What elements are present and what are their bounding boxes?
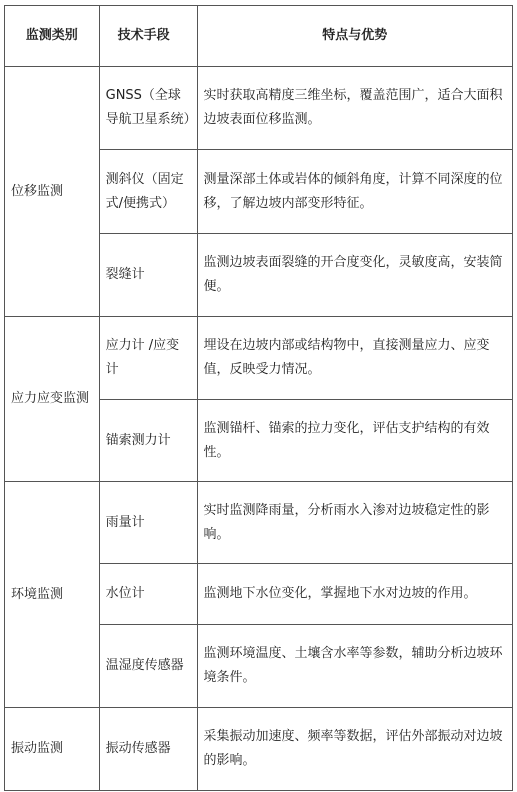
- monitoring-table: [4, 5, 513, 791]
- method-cell: 温湿度传感器: [99, 625, 197, 708]
- features-cell: 监测地下水位变化，掌握地下水对边坡的作用。: [197, 564, 512, 625]
- table-row: [5, 317, 513, 400]
- features-cell: 埋设在边坡内部或结构物中，直接测量应力、应变值，反映受力情况。: [197, 317, 512, 400]
- features-cell: 监测环境温度、土壤含水率等参数，辅助分析边坡环境条件。: [197, 625, 512, 708]
- method-cell: GNSS（全球导航卫星系统）: [99, 67, 197, 150]
- header-method: 技术手段: [99, 6, 197, 67]
- method-cell: 应力计 /应变计: [99, 317, 197, 400]
- header-row: [5, 6, 513, 67]
- features-cell: 测量深部土体或岩体的倾斜角度，计算不同深度的位移，了解边坡内部变形特征。: [197, 150, 512, 234]
- category-cell: 应力应变监测: [5, 317, 100, 482]
- method-cell: 振动传感器: [99, 708, 197, 791]
- table-row: [5, 708, 513, 791]
- category-cell: 位移监测: [5, 67, 100, 317]
- method-cell: 水位计: [99, 564, 197, 625]
- category-cell: 环境监测: [5, 482, 100, 708]
- header-category: 监测类别: [5, 6, 100, 67]
- features-cell: 采集振动加速度、频率等数据，评估外部振动对边坡的影响。: [197, 708, 512, 791]
- features-cell: 监测锚杆、锚索的拉力变化，评估支护结构的有效性。: [197, 400, 512, 482]
- features-cell: 实时获取高精度三维坐标，覆盖范围广，适合大面积边坡表面位移监测。: [197, 67, 512, 150]
- header-features: 特点与优势: [197, 6, 512, 67]
- table-row: [5, 67, 513, 150]
- category-cell: 振动监测: [5, 708, 100, 791]
- method-cell: 测斜仪（固定式/便携式）: [99, 150, 197, 234]
- table-row: [5, 482, 513, 564]
- features-cell: 监测边坡表面裂缝的开合度变化，灵敏度高，安装简便。: [197, 234, 512, 317]
- method-cell: 裂缝计: [99, 234, 197, 317]
- method-cell: 雨量计: [99, 482, 197, 564]
- method-cell: 锚索测力计: [99, 400, 197, 482]
- features-cell: 实时监测降雨量，分析雨水入渗对边坡稳定性的影响。: [197, 482, 512, 564]
